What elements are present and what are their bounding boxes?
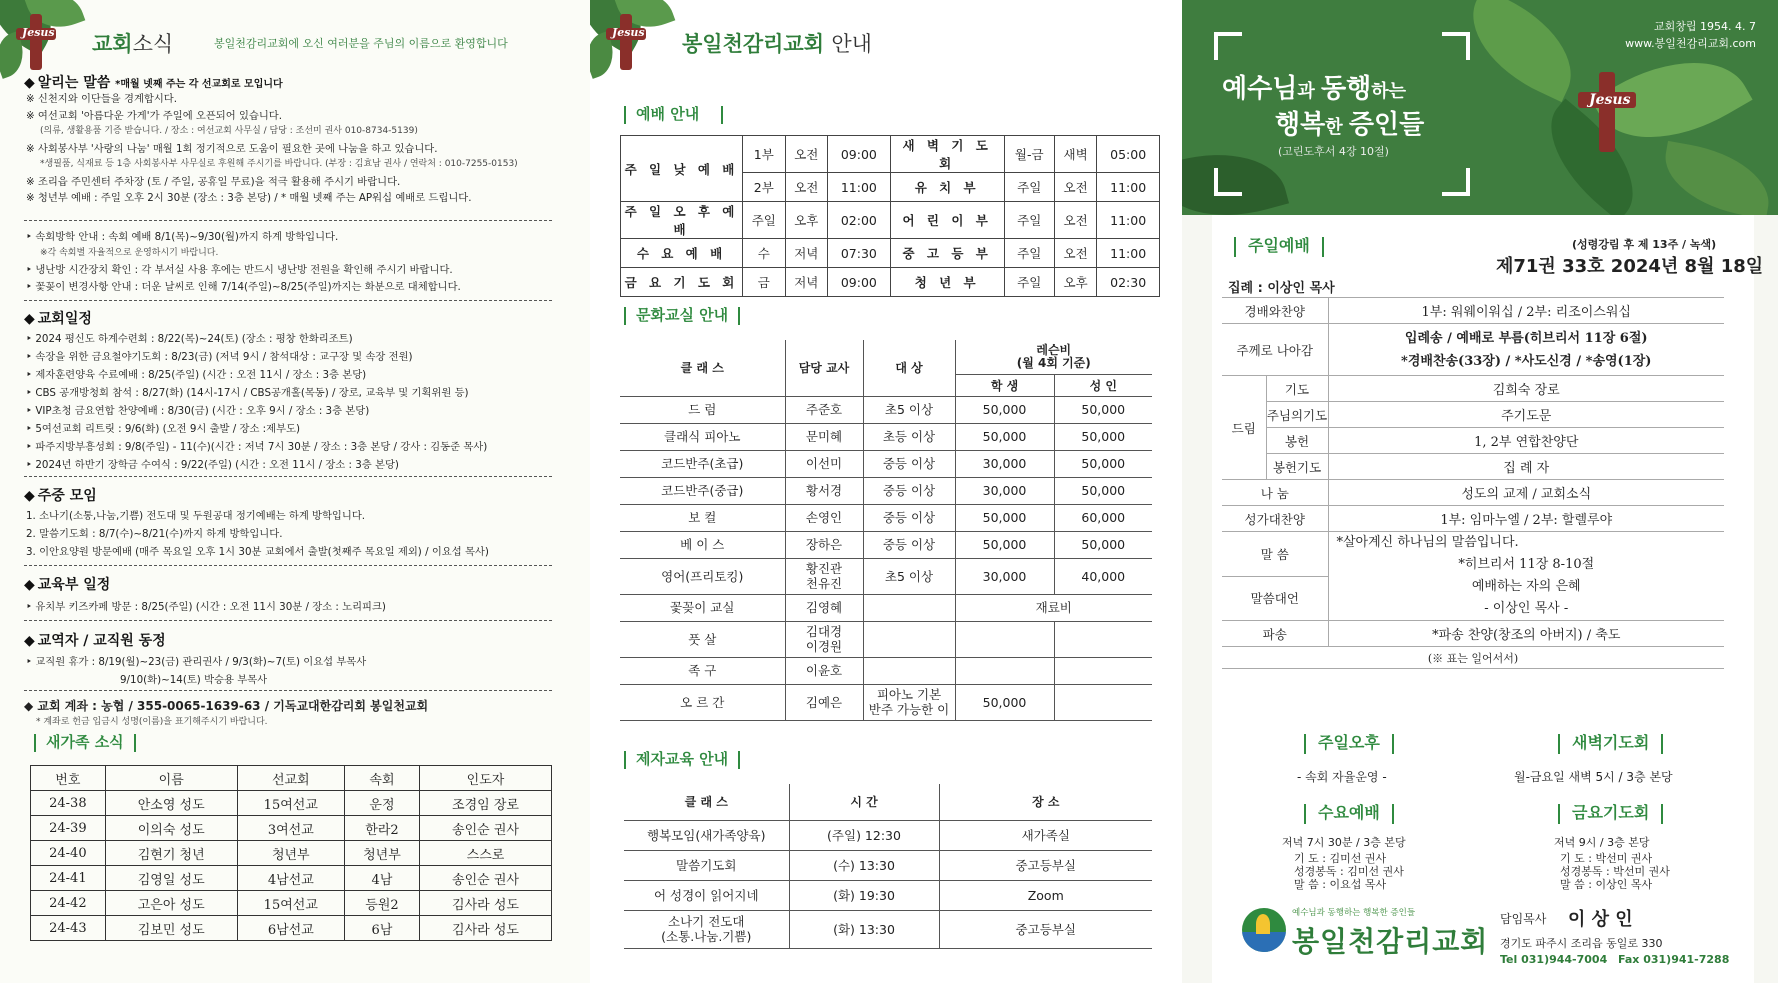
col-target: 대 상 xyxy=(863,340,955,396)
table-row xyxy=(620,657,1152,684)
divider xyxy=(24,690,552,691)
table-cell: 수 요 예 배 xyxy=(621,239,743,268)
table-cell: (화) 19:30 xyxy=(789,880,939,910)
table-row xyxy=(620,558,1152,594)
table-row xyxy=(624,910,1152,948)
table-cell: 주일 xyxy=(1004,268,1054,297)
culture-table xyxy=(620,340,1152,721)
table-cell: 6남선교 xyxy=(237,916,344,941)
table-cell: 3여선교 xyxy=(237,816,344,841)
order-label: 드림 xyxy=(1222,376,1266,480)
text-line: ‣ 교직원 휴가 : 8/19(월)~23(금) 관리권사 / 9/3(화)~7(토) 이요섭 부목사 xyxy=(26,656,367,668)
table-cell: 주준호 xyxy=(785,396,863,423)
order-value: 입례송 / 예배로 부름(히브리서 11장 6절) *경배찬송(33장) / *사도신경 / *송영(1장) xyxy=(1328,324,1724,376)
table-cell: 50,000 xyxy=(955,504,1054,531)
wed-title: 수요예배 xyxy=(1292,800,1406,824)
text-line: ‣ CBS 공개방청회 참석 : 8/27(화) (14시-17시 / CBS공개홀(목동) / 장로, 교육부 및 기획위원 등) xyxy=(26,387,469,399)
table-cell: 50,000 xyxy=(1054,531,1152,558)
bracket-deco xyxy=(1214,32,1242,60)
order-label: 말 씀 xyxy=(1222,532,1328,577)
table-cell: 수 xyxy=(743,239,786,268)
newfam-col-header: 번호 xyxy=(31,766,106,791)
table-cell: 중등 이상 xyxy=(863,504,955,531)
newfam-col-header: 이름 xyxy=(105,766,237,791)
theme-verse: (고린도후서 4장 10절) xyxy=(1278,145,1389,158)
table-cell: 새 벽 기 도 회 xyxy=(890,136,1004,173)
table-cell: 족 구 xyxy=(620,657,785,684)
table-cell: 50,000 xyxy=(1054,477,1152,504)
staff-heading: ◆ 교역자 / 교직원 동정 xyxy=(24,633,166,649)
table-cell: 김현기 청년 xyxy=(105,841,237,866)
text-line: ※ 조리읍 주민센터 주차장 (토 / 주일, 공휴일 무료)을 적극 활용해 주시기 바랍니다. xyxy=(26,175,401,188)
table-cell: 오전 xyxy=(1054,202,1097,239)
dawn-title: 새벽기도회 xyxy=(1546,730,1675,754)
table-cell: 송인순 권사 xyxy=(420,816,552,841)
table-row xyxy=(620,450,1152,477)
table-cell: 청년부 xyxy=(237,841,344,866)
order-label: 말씀대언 xyxy=(1222,576,1328,621)
table-cell: 중고등부실 xyxy=(939,850,1152,880)
table-row xyxy=(31,891,552,916)
table-cell: 11:00 xyxy=(1097,202,1160,239)
disciple-col-header: 시 간 xyxy=(789,784,939,820)
worship-order-table xyxy=(1222,297,1724,669)
text-line: ※ 청년부 예배 : 주일 오후 2시 30분 (장소 : 3층 본당) / * 매월 넷째 주는 AP워십 예배로 드립니다. xyxy=(26,192,472,204)
table-cell xyxy=(1054,621,1152,657)
table-cell: 장하은 xyxy=(785,531,863,558)
schedule-heading: ◆ 교회일정 xyxy=(24,311,92,327)
text-line: ‣ VIP초청 금요연합 찬양예배 : 8/30(금) (시간 : 오후 9시 / 장소 : 3층 본당) xyxy=(26,405,370,417)
order-label: 기도 xyxy=(1266,376,1328,402)
pastor-name: 이 상 인 xyxy=(1568,909,1633,930)
text-line: *생필품, 식재료 등 1층 사회봉사부 사무실로 후원해 주시기를 바랍니다. (부장 : 김효남 권사 / 연락처 : 010-7255-0153) xyxy=(40,159,518,169)
sunday-title: 주일예배 xyxy=(1222,233,1336,257)
table-row xyxy=(621,268,1160,297)
table-row xyxy=(620,423,1152,450)
fri-time: 저녁 9시 / 3층 본당 xyxy=(1554,836,1650,849)
table-cell: 송인순 권사 xyxy=(420,866,552,891)
table-cell: 60,000 xyxy=(1054,504,1152,531)
account-line: ◆ 교회 계좌 : 농협 / 355-0065-1639-63 / 기독교대한감리회 봉일천교회 xyxy=(24,699,429,713)
text-line: ‣ 속회방학 안내 : 속회 예배 8/1(목)~9/30(월)까지 하계 방학입니다. xyxy=(26,231,339,243)
text-line: (의류, 생활용품 기증 받습니다. / 장소 : 여선교회 사무실 / 담당 : 조선미 권사 010-8734-5139) xyxy=(40,126,418,136)
cross-logo-icon: Jesus xyxy=(16,14,56,70)
table-cell: 15여선교 xyxy=(237,891,344,916)
table-cell: 새가족실 xyxy=(939,820,1152,850)
afternoon-text: - 속회 자율운영 - xyxy=(1297,770,1387,784)
table-cell: 24-41 xyxy=(31,866,106,891)
table-row xyxy=(31,841,552,866)
table-cell xyxy=(1054,657,1152,684)
table-cell: 오전 xyxy=(1054,173,1097,202)
table-cell: 금 요 기 도 회 xyxy=(621,268,743,297)
table-cell: 30,000 xyxy=(955,558,1054,594)
table-cell: 중고등부실 xyxy=(939,910,1152,948)
table-cell: 풋 살 xyxy=(620,621,785,657)
order-label: 경배와찬양 xyxy=(1222,298,1328,324)
table-row xyxy=(620,531,1152,558)
text-line: 말 씀 : 이상인 목사 xyxy=(1560,878,1653,891)
table-cell: 김사라 성도 xyxy=(420,891,552,916)
disciple-col-header: 클 래 스 xyxy=(624,784,789,820)
order-value: *살아계신 하나님의 말씀입니다. *히브리서 11장 8-10절 예배하는 자의 은혜 - 이상인 목사 - xyxy=(1328,532,1724,621)
table-cell: 월-금 xyxy=(1004,136,1054,173)
table-cell: 05:00 xyxy=(1097,136,1160,173)
table-row xyxy=(624,820,1152,850)
table-cell: 오전 xyxy=(785,173,828,202)
order-label: 주께로 나아감 xyxy=(1222,324,1328,376)
table-cell: 1부 xyxy=(743,136,786,173)
table-cell: 50,000 xyxy=(955,396,1054,423)
table-cell: 김대경 이경원 xyxy=(785,621,863,657)
table-cell: 행복모임(새가족양육) xyxy=(624,820,789,850)
table-cell: (화) 13:30 xyxy=(789,910,939,948)
table-cell: 4남 xyxy=(344,866,419,891)
table-cell xyxy=(955,621,1054,657)
account-note: * 계좌로 헌금 입금시 성명(이름)을 표기해주시기 바랍니다. xyxy=(36,717,268,727)
text-line: ‣ 2024년 하반기 장학금 수여식 : 9/22(주일) (시간 : 오전 11시 / 장소 : 3층 본당) xyxy=(26,459,399,471)
table-cell: 24-40 xyxy=(31,841,106,866)
order-label: 나 눔 xyxy=(1222,480,1328,506)
table-cell: 청 년 부 xyxy=(890,268,1004,297)
table-cell: 오 르 간 xyxy=(620,684,785,720)
table-cell: 이선미 xyxy=(785,450,863,477)
text-line: 기 도 : 김미선 권사 xyxy=(1294,852,1387,865)
table-cell: 안소영 성도 xyxy=(105,791,237,816)
text-line: ‣ 제자훈련양육 수료예배 : 8/25(주일) (시간 : 오전 11시 / 장소 : 3층 본당) xyxy=(26,369,367,381)
table-cell: 11:00 xyxy=(1097,173,1160,202)
table-cell: 주 일 낮 예 배 xyxy=(621,136,743,202)
edu-heading: ◆ 교육부 일정 xyxy=(24,577,111,593)
table-row xyxy=(621,239,1160,268)
table-cell: 50,000 xyxy=(955,531,1054,558)
table-cell: 꽃꽂이 교실 xyxy=(620,594,785,621)
table-row xyxy=(624,850,1152,880)
text-line: ※ 여선교회 '아름다운 가게'가 주일에 오픈되어 있습니다. xyxy=(26,109,283,122)
order-value: 성도의 교제 / 교회소식 xyxy=(1328,480,1724,506)
col-student: 학 생 xyxy=(955,374,1054,396)
table-cell: Zoom xyxy=(939,880,1152,910)
table-cell: 11:00 xyxy=(828,173,891,202)
table-row xyxy=(624,880,1152,910)
table-cell: 11:00 xyxy=(1097,239,1160,268)
table-cell: 클래식 피아노 xyxy=(620,423,785,450)
table-cell: 50,000 xyxy=(1054,450,1152,477)
table-row xyxy=(620,396,1152,423)
table-cell: 07:30 xyxy=(828,239,891,268)
table-cell: 오후 xyxy=(1054,268,1097,297)
church-logo-icon xyxy=(1242,908,1286,952)
table-cell: 코드반주(초급) xyxy=(620,450,785,477)
table-row xyxy=(31,791,552,816)
table-cell: 이윤호 xyxy=(785,657,863,684)
bracket-deco xyxy=(1214,168,1242,196)
wed-time: 저녁 7시 30분 / 3층 본당 xyxy=(1282,836,1406,849)
table-cell xyxy=(863,594,955,621)
table-cell: 오전 xyxy=(1054,239,1097,268)
table-cell: 황서경 xyxy=(785,477,863,504)
text-line: ‣ 속장을 위한 금요철야기도회 : 8/23(금) (저녁 9시 / 참석대상 : 교구장 및 속장 전원) xyxy=(26,351,413,363)
newfam-col-header: 속회 xyxy=(344,766,419,791)
table-cell: 재료비 xyxy=(955,594,1152,621)
divider xyxy=(24,300,552,301)
table-cell: 50,000 xyxy=(1054,396,1152,423)
table-cell: 24-38 xyxy=(31,791,106,816)
table-cell: 저녁 xyxy=(785,239,828,268)
table-cell: 09:00 xyxy=(828,136,891,173)
header-banner xyxy=(1182,0,1778,215)
table-cell: 15여선교 xyxy=(237,791,344,816)
text-line: 성경봉독 : 박선미 권사 xyxy=(1560,865,1670,878)
table-cell: 피아노 기본 반주 가능한 이 xyxy=(863,684,955,720)
table-cell: 50,000 xyxy=(955,423,1054,450)
col-fee: 레슨비 (월 4회 기준) xyxy=(955,340,1152,374)
table-cell: 오전 xyxy=(785,136,828,173)
table-cell: 오후 xyxy=(785,202,828,239)
col-teacher: 담당 교사 xyxy=(785,340,863,396)
order-value: 주기도문 xyxy=(1328,402,1724,428)
table-cell: 주 일 오 후 예 배 xyxy=(621,202,743,239)
table-cell: 초5 이상 xyxy=(863,558,955,594)
text-line: ‣ 유치부 키즈카페 방문 : 8/25(주일) (시간 : 오전 11시 30분 / 장소 : 노리피크) xyxy=(26,601,386,613)
table-cell: 중 고 등 부 xyxy=(890,239,1004,268)
news-panel xyxy=(0,0,590,983)
table-cell: 2부 xyxy=(743,173,786,202)
season: (성령강림 후 제 13주 / 녹색) xyxy=(1572,238,1717,251)
info-panel xyxy=(590,0,1182,983)
table-cell: 주일 xyxy=(1004,173,1054,202)
table-cell xyxy=(863,621,955,657)
bracket-deco xyxy=(1442,168,1470,196)
welcome-text: 봉일천감리교회에 오신 여러분을 주님의 이름으로 환영합니다 xyxy=(214,37,508,50)
table-cell: 중등 이상 xyxy=(863,531,955,558)
table-cell: (수) 13:30 xyxy=(789,850,939,880)
table-row xyxy=(620,594,1152,621)
table-cell: 24-42 xyxy=(31,891,106,916)
logo-tagline: 예수님과 동행하는 행복한 증인들 xyxy=(1292,908,1416,918)
table-cell xyxy=(863,657,955,684)
table-cell: 김영혜 xyxy=(785,594,863,621)
table-cell: 초등 이상 xyxy=(863,423,955,450)
table-cell: 김예은 xyxy=(785,684,863,720)
table-row xyxy=(31,866,552,891)
text-line: ※ 신천지와 이단들을 경계합시다. xyxy=(26,93,178,105)
table-cell: 스스로 xyxy=(420,841,552,866)
phone: Tel 031)944-7004 xyxy=(1500,953,1608,966)
table-cell: 베 이 스 xyxy=(620,531,785,558)
table-cell: 코드반주(중급) xyxy=(620,477,785,504)
col-adult: 성 인 xyxy=(1054,374,1152,396)
table-cell: 02:30 xyxy=(1097,268,1160,297)
table-cell: 24-39 xyxy=(31,816,106,841)
order-label: 주님의기도 xyxy=(1266,402,1328,428)
table-cell: 김영일 성도 xyxy=(105,866,237,891)
table-row xyxy=(31,916,552,941)
text-line: 3. 이안요양원 방문예배 (매주 목요일 오후 1시 30분 교회에서 출발(첫째주 목요일 제외) / 이요섭 목사) xyxy=(26,546,489,558)
order-value: *파송 찬양(창조의 아버지) / 축도 xyxy=(1328,621,1724,647)
table-cell: 주일 xyxy=(1004,239,1054,268)
text-line: ‣ 냉난방 시간장치 확인 : 각 부서실 사용 후에는 반드시 냉난방 전원을 확인해 주시기 바랍니다. xyxy=(26,264,453,276)
order-value: 집 례 자 xyxy=(1328,454,1724,480)
text-line: ‣ 5여선교회 리트릿 : 9/6(화) (오전 9시 출발 / 장소 :제부도) xyxy=(26,423,300,435)
text-line: 9/10(화)~14(토) 박승용 부목사 xyxy=(120,674,268,686)
table-cell: 30,000 xyxy=(955,477,1054,504)
table-cell: 40,000 xyxy=(1054,558,1152,594)
table-row xyxy=(621,202,1160,239)
table-cell xyxy=(1054,684,1152,720)
table-cell: 30,000 xyxy=(955,450,1054,477)
table-cell: 중등 이상 xyxy=(863,477,955,504)
worship-table xyxy=(620,135,1160,297)
table-cell: 새벽 xyxy=(1054,136,1097,173)
address: 경기도 파주시 조리읍 동일로 330 xyxy=(1500,937,1663,950)
text-line: ‣ 꽃꽂이 변경사항 안내 : 더운 날씨로 인해 7/14(주일)~8/25(주일)까지는 화분으로 대체합니다. xyxy=(26,280,461,293)
table-row xyxy=(620,621,1152,657)
text-line: 말 씀 : 이요섭 목사 xyxy=(1294,878,1387,891)
table-cell: 드 럼 xyxy=(620,396,785,423)
table-cell: 저녁 xyxy=(785,268,828,297)
table-cell: 50,000 xyxy=(1054,423,1152,450)
order-value: 1부: 임마누엘 / 2부: 할렐루야 xyxy=(1328,506,1724,532)
newfam-col-header: 선교회 xyxy=(237,766,344,791)
table-cell: 금 xyxy=(743,268,786,297)
table-cell: 문미혜 xyxy=(785,423,863,450)
table-cell: 영어(프리토킹) xyxy=(620,558,785,594)
newfam-table xyxy=(30,765,552,941)
table-cell: 24-43 xyxy=(31,916,106,941)
pastor-label: 담임목사 xyxy=(1500,912,1547,926)
text-line: ‣ 파주지방부흥성회 : 9/8(주일) - 11(수)(시간 : 저녁 7시 30분 / 장소 : 3층 본당 / 강사 : 김동준 목사) xyxy=(26,441,488,453)
page-title: 봉일천감리교회 안내 xyxy=(682,32,872,56)
table-row xyxy=(620,684,1152,720)
table-cell: 보 컬 xyxy=(620,504,785,531)
dawn-text: 월-금요일 새벽 5시 / 3층 본당 xyxy=(1514,770,1673,784)
newfam-col-header: 인도자 xyxy=(420,766,552,791)
table-cell: 등원2 xyxy=(344,891,419,916)
order-value: 1, 2부 연합찬양단 xyxy=(1328,428,1724,454)
culture-title: 문화교실 안내 xyxy=(614,304,750,325)
stand-note: (※ 표는 일어서서) xyxy=(1222,647,1724,669)
fri-title: 금요기도회 xyxy=(1546,800,1675,824)
table-cell: 주일 xyxy=(1004,202,1054,239)
table-cell: 청년부 xyxy=(344,841,419,866)
table-cell: 50,000 xyxy=(955,684,1054,720)
disciple-col-header: 장 소 xyxy=(939,784,1152,820)
cross-logo-icon: Jesus xyxy=(1578,72,1636,152)
notice-heading: ◆ 알리는 말씀 *매월 넷째 주는 각 선교회로 모입니다 xyxy=(24,75,283,91)
table-cell: 운정 xyxy=(344,791,419,816)
divider xyxy=(24,620,552,621)
table-cell: 한라2 xyxy=(344,816,419,841)
issue-date: 제71권 33호 2024년 8월 18일 xyxy=(1496,256,1764,277)
table-cell: 김사라 성도 xyxy=(420,916,552,941)
table-cell: 주일 xyxy=(743,202,786,239)
cross-logo-icon: Jesus xyxy=(606,14,646,70)
table-cell: 말씀기도회 xyxy=(624,850,789,880)
table-cell: 초5 이상 xyxy=(863,396,955,423)
table-cell: 6남 xyxy=(344,916,419,941)
table-row xyxy=(31,816,552,841)
table-cell: 어 린 이 부 xyxy=(890,202,1004,239)
theme-line-1: 예수님과 동행하는 xyxy=(1222,74,1407,104)
worship-title: 예배 안내 xyxy=(614,103,733,124)
text-line: 기 도 : 박선미 권사 xyxy=(1560,852,1653,865)
table-row xyxy=(620,504,1152,531)
text-line: 2. 말씀기도회 : 8/7(수)~8/21(수)까지 하계 방학입니다. xyxy=(26,528,283,540)
order-label: 봉헌기도 xyxy=(1266,454,1328,480)
col-class: 클 래 스 xyxy=(620,340,785,396)
table-cell: 중등 이상 xyxy=(863,450,955,477)
order-value: 김희숙 장로 xyxy=(1328,376,1724,402)
worship-panel xyxy=(1182,0,1778,983)
order-label: 파송 xyxy=(1222,621,1328,647)
fax: Fax 031)941-7288 xyxy=(1618,953,1730,966)
table-cell: 어 성경이 읽어지네 xyxy=(624,880,789,910)
text-line: ‣ 2024 평신도 하계수련회 : 8/22(목)~24(토) (장소 : 평창 한화리조트) xyxy=(26,333,353,345)
table-cell: 유 치 부 xyxy=(890,173,1004,202)
theme-line-2: 행복한 증인들 xyxy=(1275,110,1425,140)
table-cell: (주일) 12:30 xyxy=(789,820,939,850)
table-cell: 09:00 xyxy=(828,268,891,297)
table-cell: 손영인 xyxy=(785,504,863,531)
afternoon-title: 주일오후 xyxy=(1292,730,1406,754)
text-line: 성경봉독 : 김미선 권사 xyxy=(1294,865,1404,878)
disciple-title: 제자교육 안내 xyxy=(614,748,750,769)
divider xyxy=(24,565,552,566)
table-cell: 고은아 성도 xyxy=(105,891,237,916)
order-label: 성가대찬양 xyxy=(1222,506,1328,532)
church-name: 봉일천감리교회 xyxy=(1292,925,1489,958)
order-value: 1부: 워웨이워십 / 2부: 리조이스워십 xyxy=(1328,298,1724,324)
table-row xyxy=(621,136,1160,173)
table-cell: 조경임 장로 xyxy=(420,791,552,816)
table-cell: 4남선교 xyxy=(237,866,344,891)
newfam-title: 새가족 소식 xyxy=(24,731,146,752)
table-cell xyxy=(955,657,1054,684)
church-info: 교회창립 1954. 4. 7 www.봉일천감리교회.com xyxy=(1625,20,1756,50)
page-title: 교회소식 xyxy=(92,32,174,56)
table-row xyxy=(620,477,1152,504)
table-cell: 소나기 전도대 (소통.나눔.기쁨) xyxy=(624,910,789,948)
bracket-deco xyxy=(1442,32,1470,60)
order-label: 봉헌 xyxy=(1266,428,1328,454)
divider xyxy=(24,476,552,477)
divider xyxy=(24,220,552,221)
table-cell: 이의숙 성도 xyxy=(105,816,237,841)
text-line: ※ 사회봉사부 '사랑의 나눔' 매월 1회 정기적으로 도움이 필요한 곳에 나눔을 하고 있습니다. xyxy=(26,142,438,155)
table-cell: 황진관 천유진 xyxy=(785,558,863,594)
text-line: ※각 속회별 자율적으로 운영하시기 바랍니다. xyxy=(40,247,219,258)
table-cell: 김보민 성도 xyxy=(105,916,237,941)
text-line: 1. 소나기(소통,나눔,기쁨) 전도대 및 두원공대 정기예배는 하계 방학입니다. xyxy=(26,510,366,522)
midweek-heading: ◆ 주중 모임 xyxy=(24,488,97,504)
disciple-table xyxy=(624,784,1152,949)
table-cell: 02:00 xyxy=(828,202,891,239)
presider: 집례 : 이상인 목사 xyxy=(1228,281,1335,296)
